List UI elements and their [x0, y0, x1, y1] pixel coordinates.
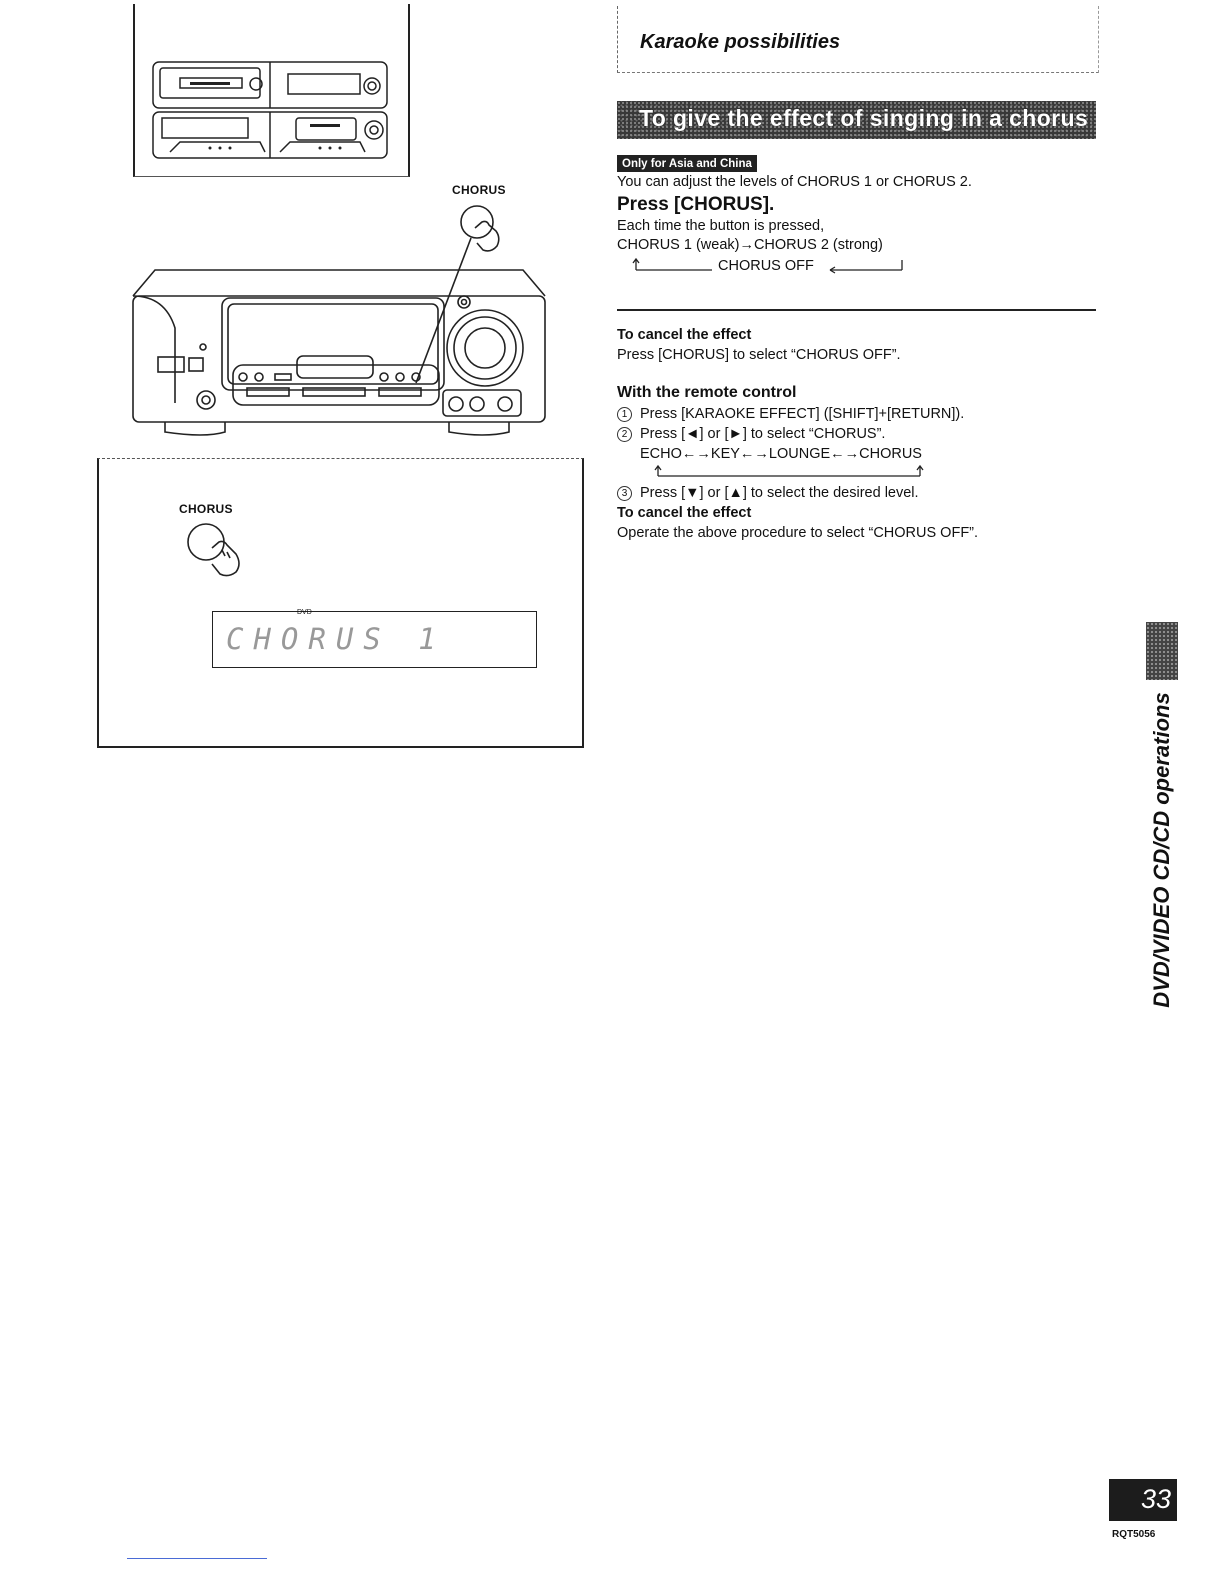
press-line-1: Each time the button is pressed, — [617, 218, 825, 234]
display-readout: CHORUS 1 — [226, 622, 446, 656]
footer-rule — [127, 1558, 267, 1559]
chapter-tab-marker — [1146, 622, 1178, 680]
remote-step-1-text: Press [KARAOKE EFFECT] ([SHIFT]+[RETURN]). — [640, 406, 965, 422]
page-number-box — [1109, 1479, 1177, 1521]
remote-step-3 — [617, 483, 919, 503]
remote-heading: With the remote control — [617, 384, 797, 401]
remote-cycle-text: ECHO←→KEY←→LOUNGE←→CHORUS — [640, 446, 922, 462]
topic-banner — [617, 101, 1096, 139]
chorus-callout-label: CHORUS — [452, 183, 506, 197]
press-chorus-heading: Press [CHORUS]. — [617, 194, 775, 215]
remote-step-2-text: Press [◄] or [►] to select “CHORUS”. — [640, 426, 886, 442]
display-illustration-frame — [97, 458, 584, 748]
section-divider — [617, 309, 1096, 311]
page-number: 33 — [1140, 1484, 1171, 1514]
remote-cancel-text: Operate the above procedure to select “CHORUS OFF”. — [617, 525, 979, 541]
press-line-2: CHORUS 1 (weak)→CHORUS 2 (strong) — [617, 237, 883, 253]
document-code: RQT5056 — [1112, 1529, 1156, 1540]
remote-step-2 — [617, 424, 885, 444]
remote-cancel-heading: To cancel the effect — [617, 505, 752, 521]
step-number: 1 — [617, 407, 632, 422]
intro-text: You can adjust the levels of CHORUS 1 or CHORUS 2. — [617, 174, 972, 190]
region-badge: Only for Asia and China — [617, 155, 757, 172]
display-dvd-indicator: DVD — [297, 609, 312, 616]
chorus-remote-label: CHORUS — [179, 502, 233, 516]
chorus-press-hand-icon — [182, 520, 262, 582]
page-title: Karaoke possibilities — [640, 31, 841, 53]
chapter-tab-label: DVD/VIDEO CD/CD operations — [1149, 692, 1174, 1008]
step-number: 2 — [617, 427, 632, 442]
topic-banner-text: To give the effect of singing in a chorus — [639, 105, 1089, 131]
remote-step-1 — [617, 404, 964, 424]
stacked-system-illustration — [150, 60, 390, 162]
step-number: 3 — [617, 486, 632, 501]
cancel-heading: To cancel the effect — [617, 327, 752, 343]
main-unit-illustration — [125, 198, 550, 443]
remote-step-3-text: Press [▼] or [▲] to select the desired level. — [640, 485, 919, 501]
cancel-text: Press [CHORUS] to select “CHORUS OFF”. — [617, 347, 901, 363]
chorus-button-icon — [461, 206, 493, 238]
pointing-hand-icon — [475, 221, 499, 250]
remote-cycle-return-arrow-icon — [650, 462, 930, 480]
press-line-3: CHORUS OFF — [718, 258, 814, 274]
